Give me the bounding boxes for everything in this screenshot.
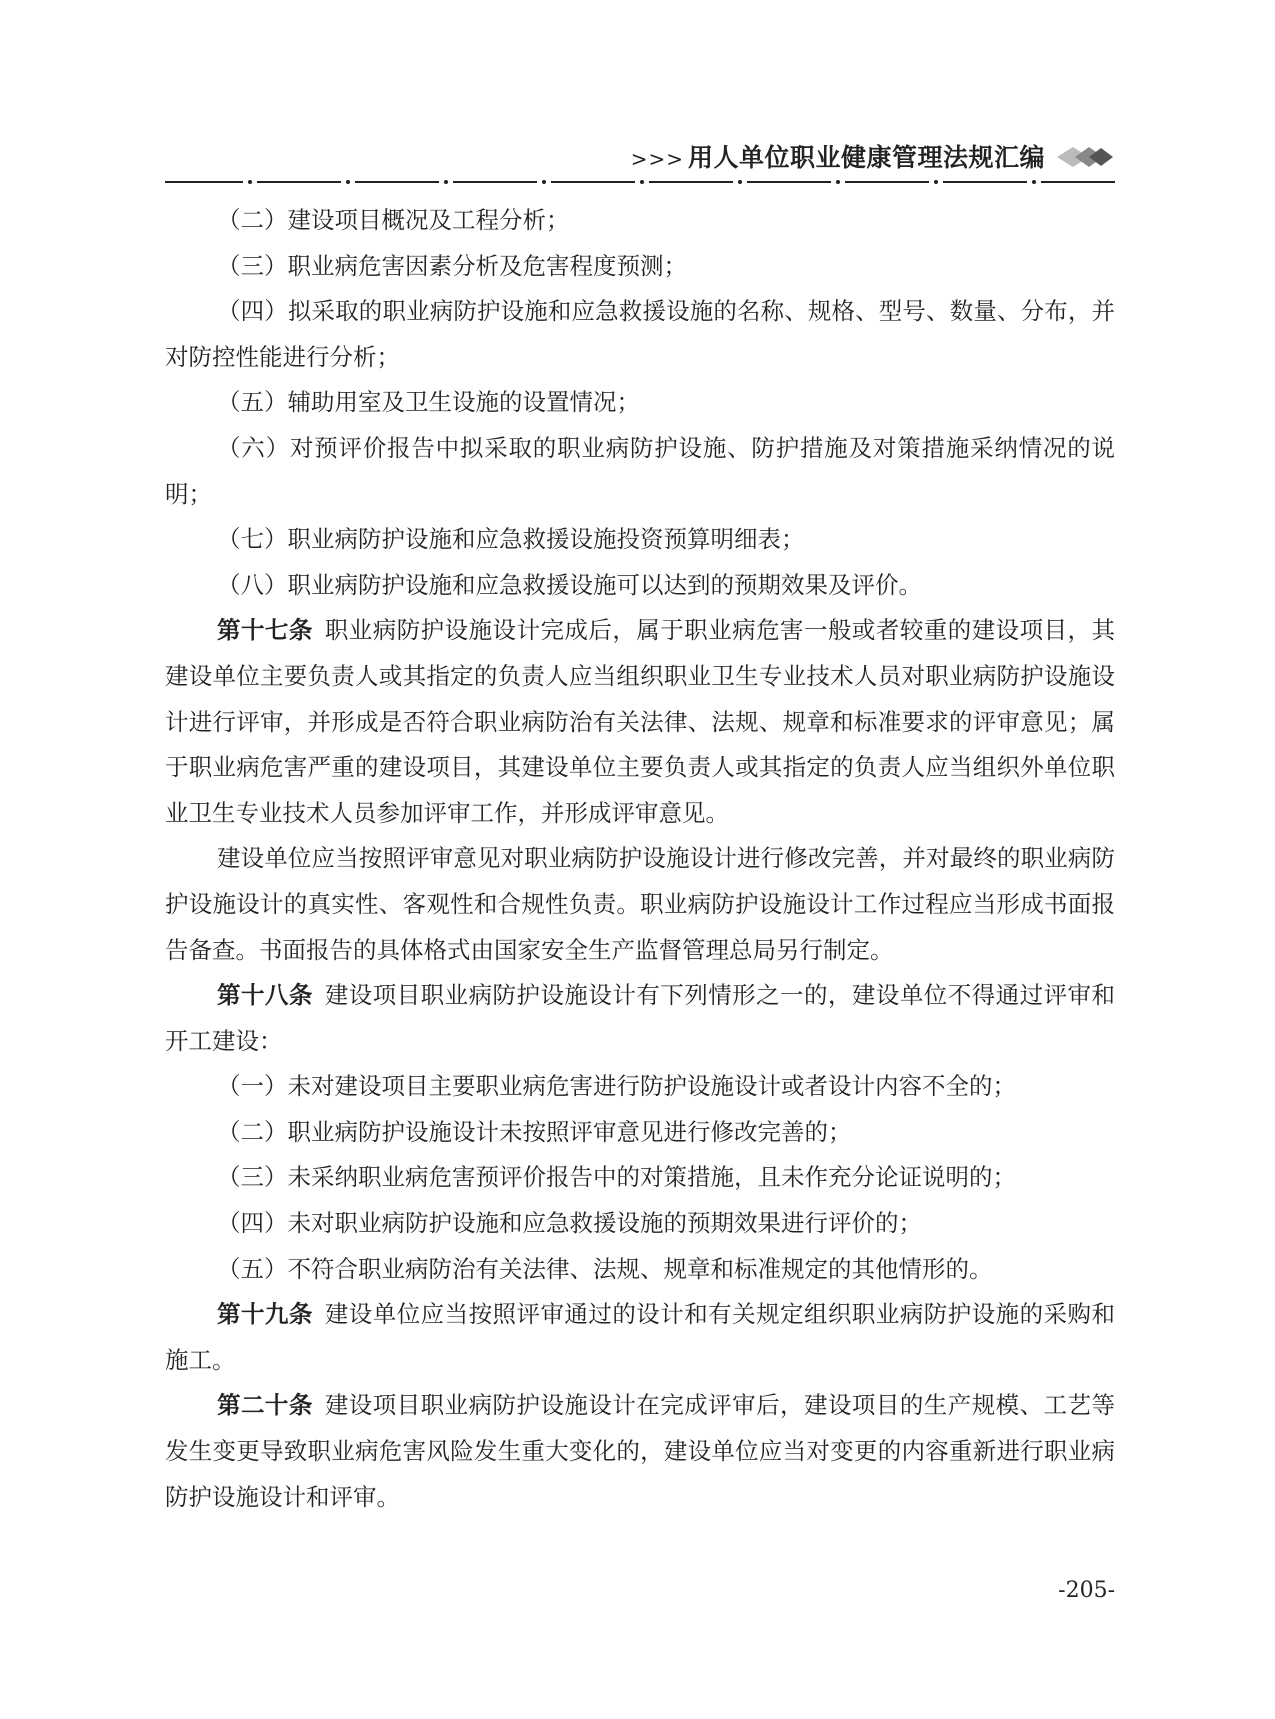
article-number: 第十八条: [217, 981, 313, 1010]
running-header: [165, 134, 1115, 184]
header-title: [631, 138, 1045, 174]
paragraph: （三）职业病危害因素分析及危害程度预测；: [217, 251, 687, 280]
paragraph: （四）未对职业病防护设施和应急救援设施的预期效果进行评价的；: [217, 1209, 922, 1238]
paragraph: （七）职业病防护设施和应急救援设施投资预算明细表；: [217, 525, 805, 554]
paragraph: （二）职业病防护设施设计未按照评审意见进行修改完善的；: [217, 1117, 852, 1146]
article-20: 第二十条 建设项目职业病防护设施设计在完成评审后，建设项目的生产规模、工艺等发生变更导致职业病危害风险发生重大变化的，建设单位应当对变更的内容重新进行职业病防护设施设计和评审。: [165, 1391, 1116, 1511]
paragraph: （三）未采纳职业病危害预评价报告中的对策措施，且未作充分论证说明的；: [217, 1163, 1016, 1192]
body-text: [165, 198, 1115, 1520]
paragraph: （一）未对建设项目主要职业病危害进行防护设施设计或者设计内容不全的；: [217, 1072, 1016, 1101]
page-number: -205-: [1058, 1578, 1115, 1603]
article-19: 第十九条 建设单位应当按照评审通过的设计和有关规定组织职业病防护设施的采购和施工。: [165, 1300, 1116, 1374]
article-number: 第十九条: [217, 1300, 313, 1329]
book-title: 用人单位职业健康管理法规汇编: [687, 143, 1045, 172]
paragraph: （八）职业病防护设施和应急救援设施可以达到的预期效果及评价。: [217, 570, 922, 599]
article-number: 第二十条: [217, 1391, 313, 1420]
paragraph: （五）辅助用室及卫生设施的设置情况；: [217, 388, 640, 417]
paragraph: （四）拟采取的职业病防护设施和应急救援设施的名称、规格、型号、数量、分布，并对防控性能进行分析；: [165, 297, 1115, 371]
paragraph: （五）不符合职业病防治有关法律、法规、规章和标准规定的其他情形的。: [217, 1254, 993, 1283]
diamond-ornament-icon: [1053, 144, 1115, 170]
article-18: 第十八条 建设项目职业病防护设施设计有下列情形之一的，建设单位不得通过评审和开工建设：: [165, 981, 1116, 1055]
paragraph: 建设单位应当按照评审意见对职业病防护设施设计进行修改完善，并对最终的职业病防护设施设计的真实性、客观性和合规性负责。职业病防护设施设计工作过程应当形成书面报告备查。书面报告的具体格式由国家安全生产监督管理总局另行制定。: [165, 844, 1115, 964]
header-chevrons: >>>: [630, 147, 684, 171]
article-number: 第十七条: [217, 616, 313, 645]
paragraph: （六）对预评价报告中拟采取的职业病防护设施、防护措施及对策措施采纳情况的说明；: [165, 433, 1115, 508]
paragraph: （二）建设项目概况及工程分析；: [217, 206, 570, 234]
header-dash-rule: [165, 179, 1115, 185]
article-17: 第十七条 职业病防护设施设计完成后，属于职业病危害一般或者较重的建设项目，其建设单位主要负责人或其指定的负责人应当组织职业卫生专业技术人员对职业病防护设施设计进行评审，并形成是否符合职业病防治有关法律、法规、规章和标准要求的评审意见；属于职业病危害严重的建设项目，其建设单位主要负责人或其指定的负责人应当组织外单位职业卫生专业技术人员参加评审工作，并形成评审意见。: [165, 616, 1116, 827]
